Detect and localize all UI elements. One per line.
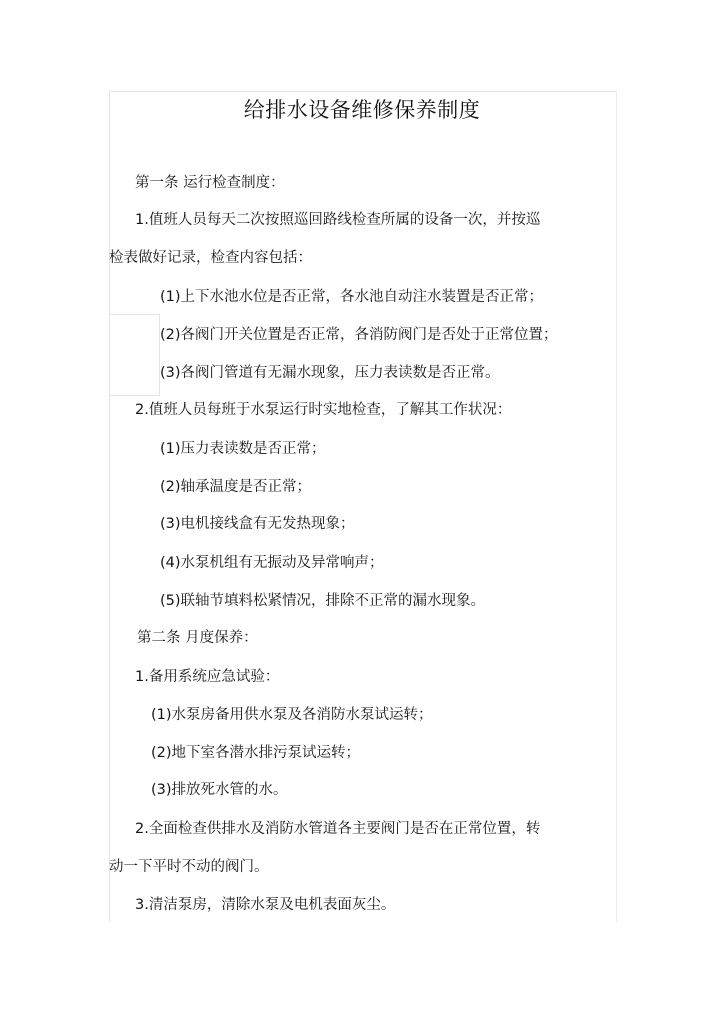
check-item: (2)各阀门开关位置是否正常，各消防阀门是否处于正常位置； xyxy=(160,327,558,343)
pump-check-item: (2)轴承温度是否正常； xyxy=(160,479,312,495)
article-1-item-1-cont: 检表做好记录，检查内容包括： xyxy=(109,250,312,266)
check-item: (1)上下水池水位是否正常，各水池自动注水装置是否正常； xyxy=(160,289,544,305)
pump-check-item: (4)水泵机组有无振动及异常响声； xyxy=(160,555,384,571)
article-2-item-2-cont: 动一下平时不动的阀门。 xyxy=(109,859,269,875)
document-title: 给排水设备维修保养制度 xyxy=(243,98,481,122)
article-1-item-1: 1.值班人员每天二次按照巡回路线检查所属的设备一次，并按巡 xyxy=(135,212,541,228)
article-2-item-1: 1.备用系统应急试验： xyxy=(135,669,280,685)
pump-check-item: (3)电机接线盒有无发热现象； xyxy=(160,516,355,532)
emergency-test-item: (3)排放死水管的水。 xyxy=(151,782,288,798)
emergency-test-item: (1)水泵房备用供水泵及各消防水泵试运转； xyxy=(151,707,433,723)
article-2-heading: 第二条 月度保养： xyxy=(137,630,258,646)
check-item: (3)各阀门管道有无漏水现象，压力表读数是否正常。 xyxy=(160,365,500,381)
pump-check-item: (1)压力表读数是否正常； xyxy=(160,441,326,457)
article-1-item-2: 2.值班人员每班于水泵运行时实地检查，了解其工作状况： xyxy=(135,402,512,418)
article-1-heading: 第一条 运行检查制度： xyxy=(135,175,285,191)
article-2-item-3: 3.清洁泵房，清除水泵及电机表面灰尘。 xyxy=(135,897,396,913)
pump-check-item: (5)联轴节填料松紧情况，排除不正常的漏水现象。 xyxy=(160,593,486,609)
emergency-test-item: (2)地下室各潜水排污泵试运转； xyxy=(151,745,361,761)
margin-mark xyxy=(109,314,160,396)
article-2-item-2: 2.全面检查供排水及消防水管道各主要阀门是否在正常位置，转 xyxy=(135,821,541,837)
